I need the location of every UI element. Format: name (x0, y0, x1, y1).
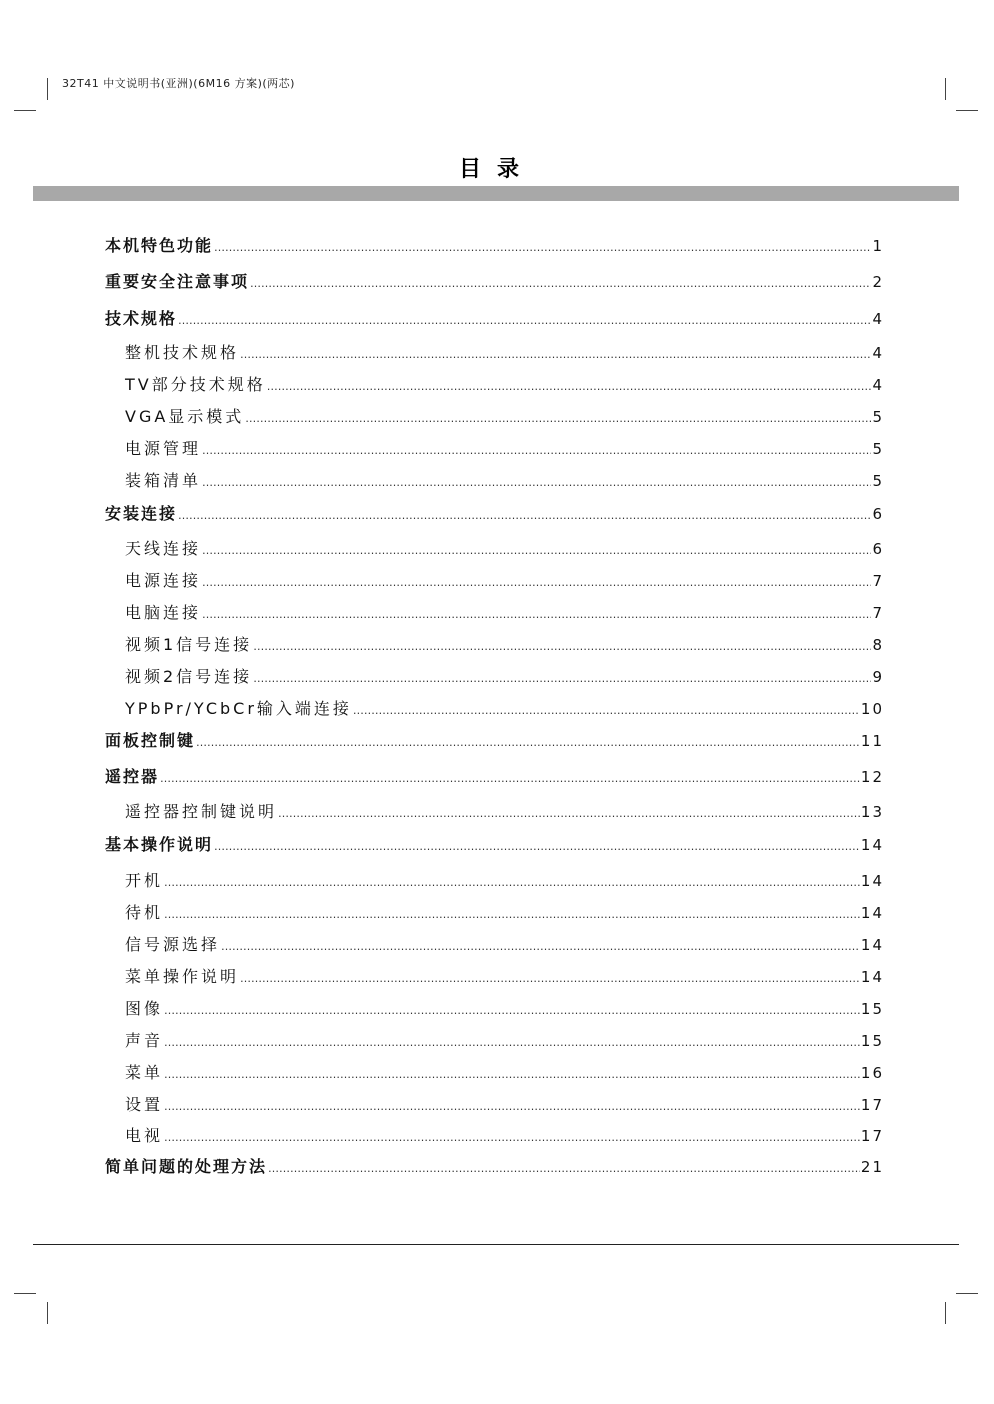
toc-entry-label: 遥控器控制键说明 (125, 802, 278, 821)
toc-entry-page-number: 7 (872, 604, 884, 622)
toc-entry-label: 信号源选择 (125, 935, 221, 954)
toc-entry[interactable] (105, 730, 884, 752)
toc-entry[interactable] (125, 934, 884, 956)
toc-entry-page-number: 4 (872, 376, 884, 394)
page-title: 目录 (458, 157, 535, 182)
toc-entry-page-number: 1 (872, 237, 884, 255)
toc-dot-leader (164, 904, 860, 926)
toc-dot-leader (353, 700, 860, 722)
toc-dot-leader (214, 836, 860, 858)
toc-entry-label: 视频1信号连接 (125, 635, 253, 654)
toc-entry[interactable] (125, 666, 884, 688)
toc-entry[interactable] (125, 698, 884, 720)
toc-entry-label: VGA显示模式 (125, 407, 245, 426)
toc-dot-leader (268, 1158, 860, 1180)
toc-entry-label: 遥控器 (105, 767, 160, 786)
toc-entry-page-number: 14 (860, 904, 884, 922)
toc-entry[interactable] (125, 1125, 884, 1147)
toc-dot-leader (202, 540, 871, 562)
toc-entry-label: 设置 (125, 1095, 164, 1114)
toc-dot-leader (164, 872, 860, 894)
toc-entry-label: 菜单操作说明 (125, 967, 240, 986)
toc-entry[interactable] (125, 374, 884, 396)
toc-entry-label: 天线连接 (125, 539, 202, 558)
toc-entry-label: 菜单 (125, 1063, 164, 1082)
toc-entry-label: 开机 (125, 871, 164, 890)
toc-entry-label: 安装连接 (105, 504, 178, 523)
toc-dot-leader (178, 505, 871, 527)
toc-entry-label: 电源管理 (125, 439, 202, 458)
toc-entry[interactable] (125, 998, 884, 1020)
toc-entry-label: 装箱清单 (125, 471, 202, 490)
toc-entry-page-number: 21 (860, 1158, 884, 1176)
toc-entry-label: 重要安全注意事项 (105, 272, 250, 291)
toc-entry[interactable] (125, 801, 884, 823)
toc-entry[interactable] (125, 966, 884, 988)
toc-entry-page-number: 5 (872, 472, 884, 490)
toc-entry-label: 技术规格 (105, 309, 178, 328)
toc-dot-leader (164, 1064, 860, 1086)
toc-entry[interactable] (125, 570, 884, 592)
toc-entry-page-number: 13 (860, 803, 884, 821)
toc-entry-page-number: 7 (872, 572, 884, 590)
toc-entry-label: 待机 (125, 903, 164, 922)
toc-entry[interactable] (105, 1156, 884, 1178)
toc-entry-page-number: 17 (860, 1127, 884, 1145)
toc-entry[interactable] (125, 342, 884, 364)
toc-entry-page-number: 4 (872, 344, 884, 362)
toc-entry[interactable] (125, 406, 884, 428)
toc-entry-page-number: 8 (872, 636, 884, 654)
toc-entry[interactable] (105, 308, 884, 330)
toc-entry-page-number: 9 (872, 668, 884, 686)
toc-entry-label: 图像 (125, 999, 164, 1018)
toc-entry-label: 简单问题的处理方法 (105, 1157, 268, 1176)
toc-entry[interactable] (125, 470, 884, 492)
toc-entry[interactable] (125, 1030, 884, 1052)
toc-entry-page-number: 17 (860, 1096, 884, 1114)
toc-dot-leader (240, 968, 860, 990)
toc-entry-label: 电源连接 (125, 571, 202, 590)
toc-entry-page-number: 11 (860, 732, 884, 750)
toc-entry[interactable] (125, 1062, 884, 1084)
toc-entry-page-number: 14 (860, 968, 884, 986)
toc-dot-leader (196, 732, 860, 754)
toc-entry-page-number: 14 (860, 872, 884, 890)
toc-entry-page-number: 10 (860, 700, 884, 718)
toc-entry[interactable] (125, 870, 884, 892)
toc-dot-leader (160, 768, 860, 790)
toc-dot-leader (202, 472, 871, 494)
toc-dot-leader (164, 1096, 860, 1118)
toc-entry-page-number: 16 (860, 1064, 884, 1082)
toc-entry-page-number: 14 (860, 836, 884, 854)
toc-dot-leader (202, 572, 871, 594)
toc-dot-leader (278, 803, 860, 825)
toc-dot-leader (253, 668, 871, 690)
toc-entry-label: 面板控制键 (105, 731, 196, 750)
toc-entry[interactable] (125, 538, 884, 560)
toc-dot-leader (253, 636, 871, 658)
toc-dot-leader (202, 604, 871, 626)
toc-entry-label: YPbPr/YCbCr输入端连接 (125, 699, 352, 718)
toc-dot-leader (202, 440, 871, 462)
toc-entry-page-number: 2 (872, 273, 884, 291)
toc-entry-page-number: 5 (872, 440, 884, 458)
toc-entry-page-number: 5 (872, 408, 884, 426)
toc-entry[interactable] (125, 602, 884, 624)
toc-entry[interactable] (105, 766, 884, 788)
toc-entry-page-number: 4 (872, 310, 884, 328)
toc-entry-label: 基本操作说明 (105, 835, 214, 854)
toc-entry[interactable] (125, 1094, 884, 1116)
toc-dot-leader (267, 376, 872, 398)
toc-entry[interactable] (105, 235, 884, 257)
toc-entry-label: 电视 (125, 1126, 164, 1145)
toc-entry[interactable] (125, 634, 884, 656)
toc-entry-page-number: 14 (860, 936, 884, 954)
toc-entry[interactable] (105, 834, 884, 856)
toc-dot-leader (214, 237, 871, 259)
toc-entry[interactable] (105, 503, 884, 525)
toc-dot-leader (164, 1127, 860, 1149)
toc-entry-page-number: 6 (872, 540, 884, 558)
bottom-rule (33, 1244, 959, 1245)
toc-entry-label: 视频2信号连接 (125, 667, 253, 686)
toc-entry-page-number: 12 (860, 768, 884, 786)
toc-dot-leader (250, 273, 871, 295)
toc-entry-label: TV部分技术规格 (125, 375, 266, 394)
toc-entry-page-number: 15 (860, 1032, 884, 1050)
toc-dot-leader (178, 310, 871, 332)
toc-dot-leader (164, 1032, 860, 1054)
toc-entry-page-number: 6 (872, 505, 884, 523)
toc-entry-label: 电脑连接 (125, 603, 202, 622)
toc-dot-leader (240, 344, 871, 366)
toc-entry-label: 本机特色功能 (105, 236, 214, 255)
toc-entry-page-number: 15 (860, 1000, 884, 1018)
toc-entry[interactable] (125, 438, 884, 460)
toc-entry-label: 整机技术规格 (125, 343, 240, 362)
document-header: 32T41 中文说明书(亚洲)(6M16 方案)(两芯) (62, 77, 295, 90)
toc-entry[interactable] (125, 902, 884, 924)
toc-entry[interactable] (105, 271, 884, 293)
toc-dot-leader (245, 408, 871, 430)
toc-entry-label: 声音 (125, 1031, 164, 1050)
toc-dot-leader (221, 936, 860, 958)
toc-dot-leader (164, 1000, 860, 1022)
